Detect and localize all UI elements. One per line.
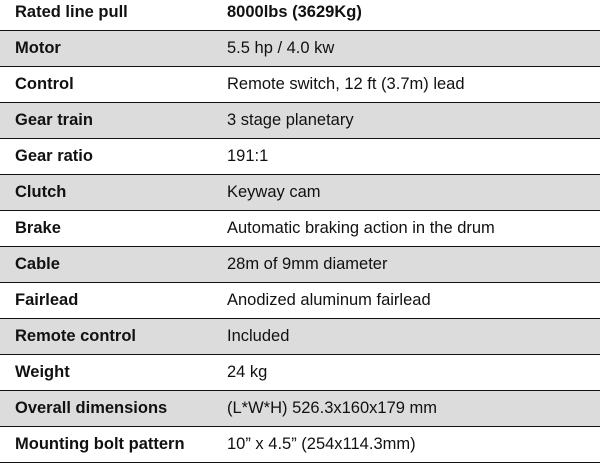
spec-value: Keyway cam (227, 183, 321, 201)
spec-value: 24 kg (227, 363, 268, 381)
spec-label: Fairlead (15, 291, 79, 309)
spec-label: Control (15, 75, 74, 93)
spec-label: Cable (15, 255, 60, 273)
spec-label: Mounting bolt pattern (15, 435, 185, 453)
table-row (0, 211, 600, 247)
table-row (0, 31, 600, 67)
table-row (0, 175, 600, 211)
spec-value: Remote switch, 12 ft (3.7m) lead (227, 75, 465, 93)
spec-value: 5.5 hp / 4.0 kw (227, 39, 335, 57)
spec-value: Included (227, 327, 290, 345)
spec-label: Overall dimensions (15, 399, 168, 417)
spec-label: Motor (15, 39, 61, 57)
spec-value: 28m of 9mm diameter (227, 255, 388, 273)
spec-label: Brake (15, 219, 61, 237)
table-row (0, 139, 600, 175)
table-row (0, 67, 600, 103)
spec-value: 3 stage planetary (227, 111, 354, 129)
spec-label: Clutch (15, 183, 67, 201)
table-row (0, 283, 600, 319)
table-row (0, 0, 600, 31)
spec-value: Automatic braking action in the drum (227, 219, 495, 237)
table-row (0, 103, 600, 139)
spec-label: Rated line pull (15, 2, 128, 21)
spec-label: Remote control (15, 327, 137, 345)
spec-value: Anodized aluminum fairlead (227, 291, 431, 309)
spec-value: 191:1 (227, 147, 269, 165)
table-row (0, 427, 600, 463)
table-row (0, 319, 600, 355)
table-row (0, 355, 600, 391)
spec-label: Gear ratio (15, 147, 93, 165)
table-row (0, 391, 600, 427)
spec-value: 10” x 4.5” (254x114.3mm) (227, 435, 416, 453)
spec-label: Weight (15, 363, 70, 381)
table-row (0, 247, 600, 283)
spec-value: 8000lbs (3629Kg) (227, 2, 362, 21)
spec-value: (L*W*H) 526.3x160x179 mm (227, 399, 438, 417)
spec-label: Gear train (15, 111, 93, 129)
